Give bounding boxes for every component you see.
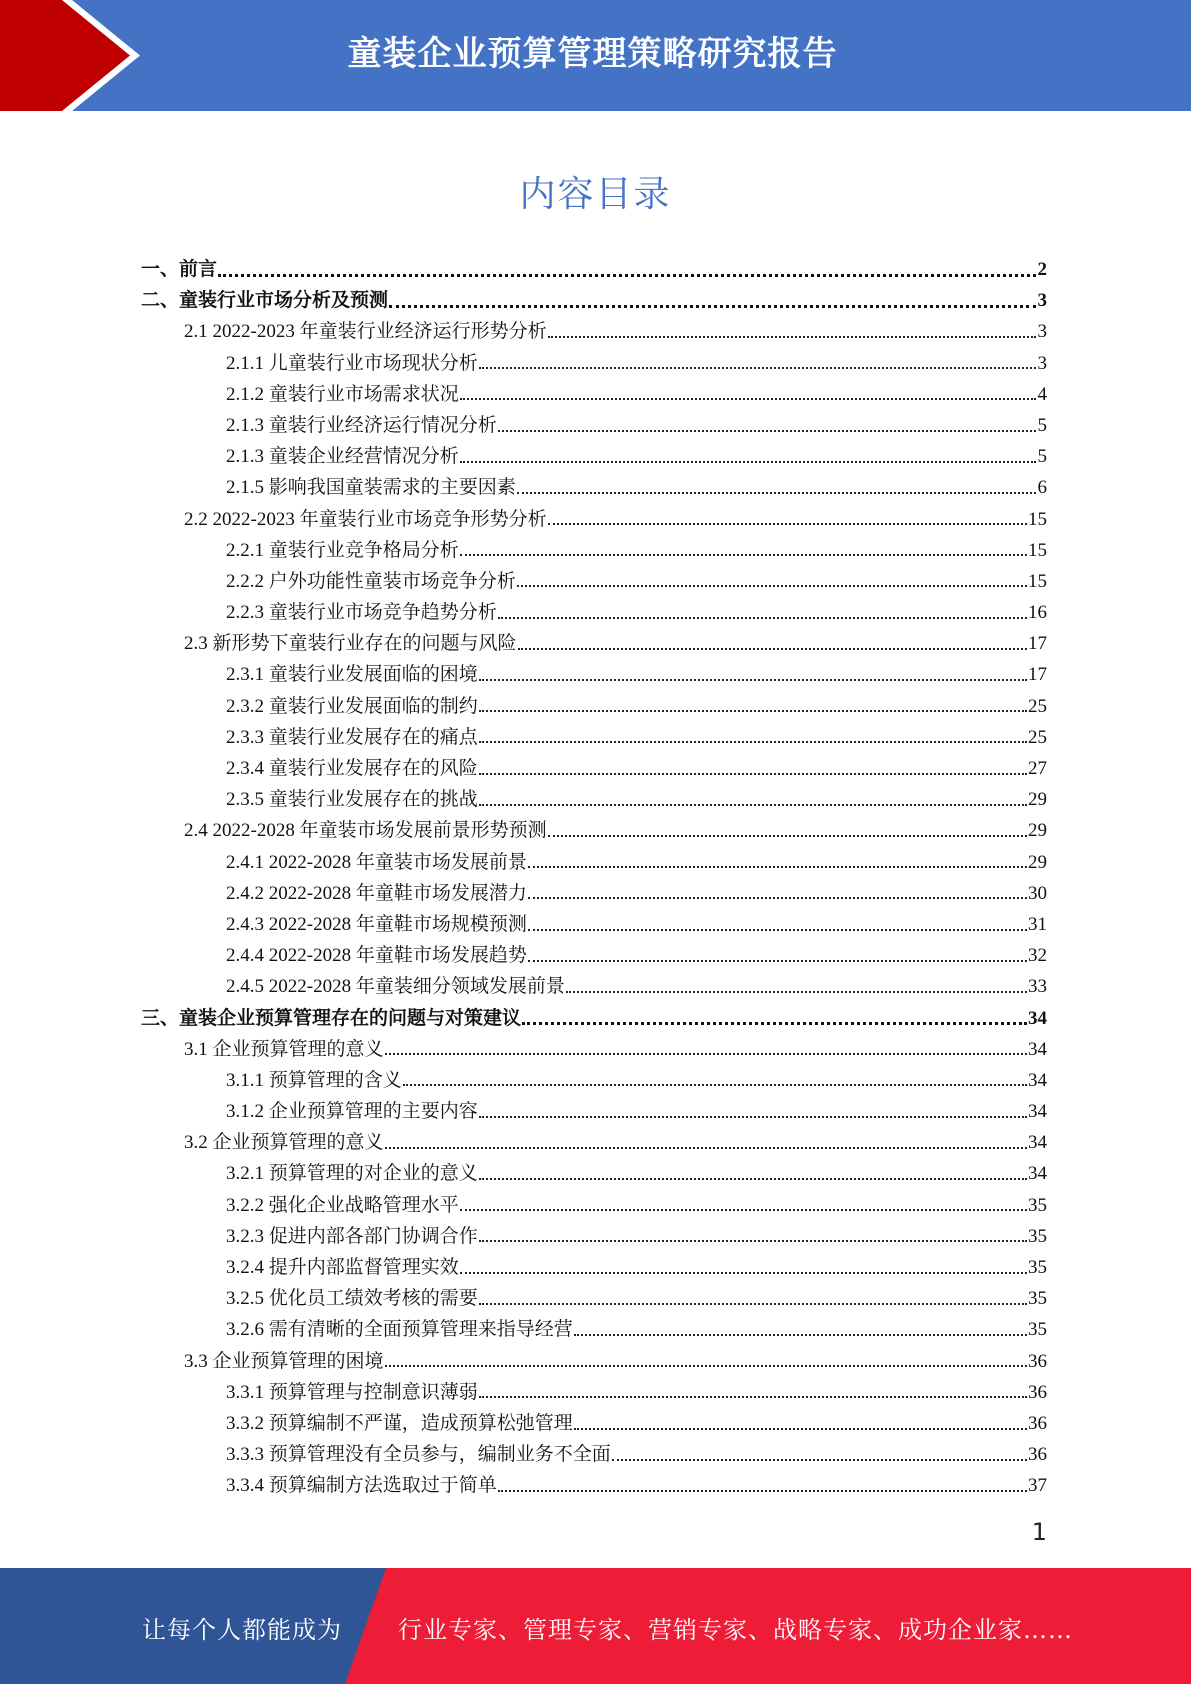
toc-entry-label: 3.1.1 预算管理的含义: [226, 1069, 402, 1091]
toc-entry[interactable]: [141, 1158, 1047, 1189]
dot-leader: [385, 1351, 1027, 1371]
toc-entry-label: 3.3.4 预算编制方法选取过于简单: [226, 1475, 497, 1497]
toc-entry[interactable]: [141, 316, 1047, 347]
dot-leader: [479, 1382, 1027, 1402]
toc-entry-page: 16: [1028, 602, 1047, 624]
toc-entry[interactable]: [141, 1408, 1047, 1439]
toc-entry-page: 29: [1028, 789, 1047, 811]
toc-entry-page: 3: [1037, 290, 1047, 312]
toc-entry-label: 3.3.1 预算管理与控制意识薄弱: [226, 1381, 478, 1403]
toc-entry-page: 35: [1028, 1319, 1047, 1341]
dot-leader: [385, 1133, 1027, 1153]
toc-entry-page: 2: [1037, 259, 1047, 280]
toc-entry[interactable]: [141, 285, 1047, 316]
toc-entry[interactable]: [141, 379, 1047, 410]
dot-leader: [479, 759, 1027, 779]
toc-entry-label: 2.2.1 童装行业竞争格局分析: [226, 539, 459, 561]
dot-leader: [460, 1195, 1027, 1215]
toc-entry-page: 25: [1028, 726, 1047, 748]
toc-entry-label: 2.3.4 童装行业发展存在的风险: [226, 758, 478, 779]
toc-entry[interactable]: [141, 1283, 1047, 1314]
dot-leader: [517, 478, 1036, 498]
toc-entry[interactable]: [141, 847, 1047, 878]
toc-entry-label: 3.1.2 企业预算管理的主要内容: [226, 1101, 478, 1123]
toc-entry-page: 36: [1028, 1381, 1047, 1403]
toc-entry-page: 17: [1028, 664, 1047, 686]
toc-entry-page: 25: [1028, 695, 1047, 717]
dot-leader: [460, 540, 1027, 560]
toc-entry-label: 一、前言: [141, 259, 218, 280]
toc-entry-page: 33: [1028, 976, 1047, 998]
toc-entry[interactable]: [141, 441, 1047, 472]
toc-entry[interactable]: [141, 566, 1047, 597]
toc-entry-label: 2.4.1 2022-2028 年童装市场发展前景: [226, 851, 527, 873]
toc-entry-label: 3.2.3 促进内部各部门协调合作: [226, 1225, 478, 1247]
toc-entry-label: 2.4.3 2022-2028 年童鞋市场规模预测: [226, 913, 527, 935]
toc-entry-label: 3.3.3 预算管理没有全员参与，编制业务不全面: [226, 1444, 611, 1466]
toc-entry-page: 4: [1037, 383, 1047, 405]
dot-leader: [522, 1008, 1027, 1028]
dot-leader: [498, 1476, 1027, 1496]
toc-entry[interactable]: [141, 909, 1047, 940]
toc-entry[interactable]: [141, 940, 1047, 971]
toc-entry-page: 3: [1037, 321, 1047, 343]
toc-entry[interactable]: [141, 1252, 1047, 1283]
dot-leader: [498, 416, 1036, 436]
toc-entry-page: 34: [1028, 1069, 1047, 1091]
toc-entry-label: 二、童装行业市场分析及预测: [141, 290, 389, 312]
toc-entry-label: 2.2.3 童装行业市场竞争趋势分析: [226, 602, 497, 624]
dot-leader: [528, 946, 1027, 966]
dot-leader: [517, 571, 1027, 591]
dot-leader: [479, 1289, 1027, 1309]
toc-entry-page: 5: [1037, 446, 1047, 468]
toc-entry[interactable]: [141, 753, 1047, 784]
toc-entry-label: 2.4.2 2022-2028 年童鞋市场发展潜力: [226, 882, 527, 904]
toc-entry-page: 17: [1028, 633, 1047, 655]
toc-entry-page: 34: [1028, 1038, 1047, 1060]
dot-leader: [528, 883, 1027, 903]
dot-leader: [518, 634, 1027, 654]
dot-leader: [403, 1070, 1027, 1090]
dot-leader: [574, 1414, 1027, 1434]
toc-entry-page: 34: [1028, 1101, 1047, 1123]
toc-entry-label: 2.1.5 影响我国童装需求的主要因素: [226, 477, 516, 499]
toc-entry-page: 35: [1028, 1257, 1047, 1278]
toc-entry[interactable]: [141, 1003, 1047, 1034]
toc-entry-page: 35: [1028, 1288, 1047, 1310]
toc-entry-label: 2.1.3 童装企业经营情况分析: [226, 446, 459, 468]
dot-leader: [498, 603, 1027, 623]
toc-entry[interactable]: [141, 1314, 1047, 1345]
toc-entry[interactable]: [141, 504, 1047, 535]
dot-leader: [479, 696, 1027, 716]
toc-entry[interactable]: [141, 659, 1047, 690]
page-number: 1: [1031, 1518, 1047, 1546]
dot-leader: [218, 260, 1036, 280]
footer-slogan-left: 让每个人都能成为: [142, 1616, 342, 1644]
dot-leader: [612, 1445, 1027, 1465]
toc-entry-label: 3.2.6 需有清晰的全面预算管理来指导经营: [226, 1319, 573, 1341]
toc-entry-label: 2.3 新形势下童装行业存在的问题与风险: [184, 633, 517, 655]
toc-entry[interactable]: [141, 472, 1047, 503]
toc-entry-page: 34: [1028, 1132, 1047, 1154]
toc-entry-page: 15: [1028, 570, 1047, 592]
toc-entry[interactable]: [141, 535, 1047, 566]
toc-entry[interactable]: [141, 1034, 1047, 1065]
dot-leader: [548, 821, 1027, 841]
toc-entry-page: 29: [1028, 851, 1047, 873]
toc-entry-label: 2.2 2022-2023 年童装行业市场竞争形势分析: [184, 508, 547, 530]
toc-entry-label: 3.3.2 预算编制不严谨，造成预算松弛管理: [226, 1412, 573, 1434]
dot-leader: [460, 1258, 1027, 1278]
toc-entry-label: 3.2.5 优化员工绩效考核的需要: [226, 1288, 478, 1310]
toc-entry-label: 2.3.2 童装行业发展面临的制约: [226, 695, 478, 717]
toc-entry-label: 3.2.2 强化企业战略管理水平: [226, 1194, 459, 1216]
dot-leader: [479, 1164, 1027, 1184]
toc-entry-label: 2.1.2 童装行业市场需求状况: [226, 383, 459, 405]
footer-banner: [0, 1568, 1191, 1684]
toc-entry-label: 3.3 企业预算管理的困境: [184, 1350, 384, 1372]
dot-leader: [460, 384, 1036, 404]
dot-leader: [479, 1226, 1027, 1246]
toc-entry-label: 2.2.2 户外功能性童装市场竞争分析: [226, 570, 516, 592]
toc-entry-page: 3: [1037, 352, 1047, 374]
dot-leader: [479, 353, 1036, 373]
toc-entry-page: 6: [1037, 477, 1047, 499]
toc-entry-page: 27: [1028, 758, 1047, 779]
toc-entry[interactable]: [141, 1190, 1047, 1221]
toc-entry-page: 31: [1028, 913, 1047, 935]
toc-entry-label: 2.3.5 童装行业发展存在的挑战: [226, 789, 478, 811]
dot-leader: [479, 1102, 1027, 1122]
toc-entry-page: 30: [1028, 882, 1047, 904]
toc-entry-page: 15: [1028, 539, 1047, 561]
toc-entry-page: 29: [1028, 820, 1047, 842]
toc-entry-label: 2.4 2022-2028 年童装市场发展前景形势预测: [184, 820, 547, 842]
toc-entry-page: 36: [1028, 1412, 1047, 1434]
toc-entry-label: 2.3.1 童装行业发展面临的困境: [226, 664, 478, 686]
dot-leader: [460, 447, 1036, 467]
toc-entry[interactable]: [141, 410, 1047, 441]
toc-entry[interactable]: [141, 1127, 1047, 1158]
table-of-contents: [141, 254, 1047, 1502]
dot-leader: [479, 665, 1027, 685]
toc-entry-label: 2.1.1 儿童装行业市场现状分析: [226, 352, 478, 374]
toc-entry-page: 34: [1028, 1007, 1047, 1029]
dot-leader: [528, 852, 1027, 872]
dot-leader: [389, 291, 1036, 311]
toc-entry[interactable]: [141, 722, 1047, 753]
toc-entry[interactable]: [141, 628, 1047, 659]
toc-entry-label: 3.2.4 提升内部监督管理实效: [226, 1257, 459, 1278]
toc-entry-page: 37: [1028, 1475, 1047, 1497]
toc-entry[interactable]: [141, 254, 1047, 285]
dot-leader: [574, 1320, 1027, 1340]
toc-entry[interactable]: [141, 691, 1047, 722]
toc-entry[interactable]: [141, 1377, 1047, 1408]
header-banner: [0, 0, 1191, 111]
toc-entry-label: 2.4.4 2022-2028 年童鞋市场发展趋势: [226, 945, 527, 967]
toc-entry[interactable]: [141, 1470, 1047, 1501]
toc-entry-page: 35: [1028, 1225, 1047, 1247]
toc-entry-label: 2.1.3 童装行业经济运行情况分析: [226, 414, 497, 436]
toc-entry-label: 2.4.5 2022-2028 年童装细分领域发展前景: [226, 976, 565, 998]
toc-entry-label: 3.1 企业预算管理的意义: [184, 1038, 384, 1060]
dot-leader: [548, 509, 1027, 529]
toc-entry[interactable]: [141, 1439, 1047, 1470]
dot-leader: [479, 790, 1027, 810]
dot-leader: [385, 1039, 1027, 1059]
toc-entry-label: 3.2 企业预算管理的意义: [184, 1132, 384, 1154]
toc-entry-page: 36: [1028, 1444, 1047, 1466]
dot-leader: [548, 322, 1036, 342]
toc-entry-page: 36: [1028, 1350, 1047, 1372]
dot-leader: [479, 727, 1027, 747]
toc-entry-page: 32: [1028, 945, 1047, 967]
toc-entry-label: 2.3.3 童装行业发展存在的痛点: [226, 726, 478, 748]
toc-entry-page: 35: [1028, 1194, 1047, 1216]
footer-slogan-right: 行业专家、管理专家、营销专家、战略专家、成功企业家……: [398, 1616, 1073, 1644]
toc-entry[interactable]: [141, 597, 1047, 628]
toc-entry[interactable]: [141, 971, 1047, 1002]
toc-entry-label: 3.2.1 预算管理的对企业的意义: [226, 1163, 478, 1185]
toc-entry-page: 5: [1037, 414, 1047, 436]
toc-entry[interactable]: [141, 348, 1047, 379]
toc-entry-label: 2.1 2022-2023 年童装行业经济运行形势分析: [184, 321, 547, 343]
dot-leader: [566, 977, 1027, 997]
toc-entry[interactable]: [141, 1096, 1047, 1127]
toc-entry-page: 15: [1028, 508, 1047, 530]
toc-entry-label: 三、童装企业预算管理存在的问题与对策建议: [141, 1007, 522, 1029]
report-title: 童装企业预算管理策略研究报告: [347, 34, 838, 74]
toc-entry[interactable]: [141, 878, 1047, 909]
toc-entry[interactable]: [141, 1346, 1047, 1377]
toc-entry-page: 34: [1028, 1163, 1047, 1185]
toc-heading: 内容目录: [519, 174, 672, 215]
toc-entry[interactable]: [141, 1221, 1047, 1252]
dot-leader: [528, 915, 1027, 935]
toc-entry[interactable]: [141, 784, 1047, 815]
toc-entry[interactable]: [141, 1065, 1047, 1096]
toc-entry[interactable]: [141, 815, 1047, 846]
